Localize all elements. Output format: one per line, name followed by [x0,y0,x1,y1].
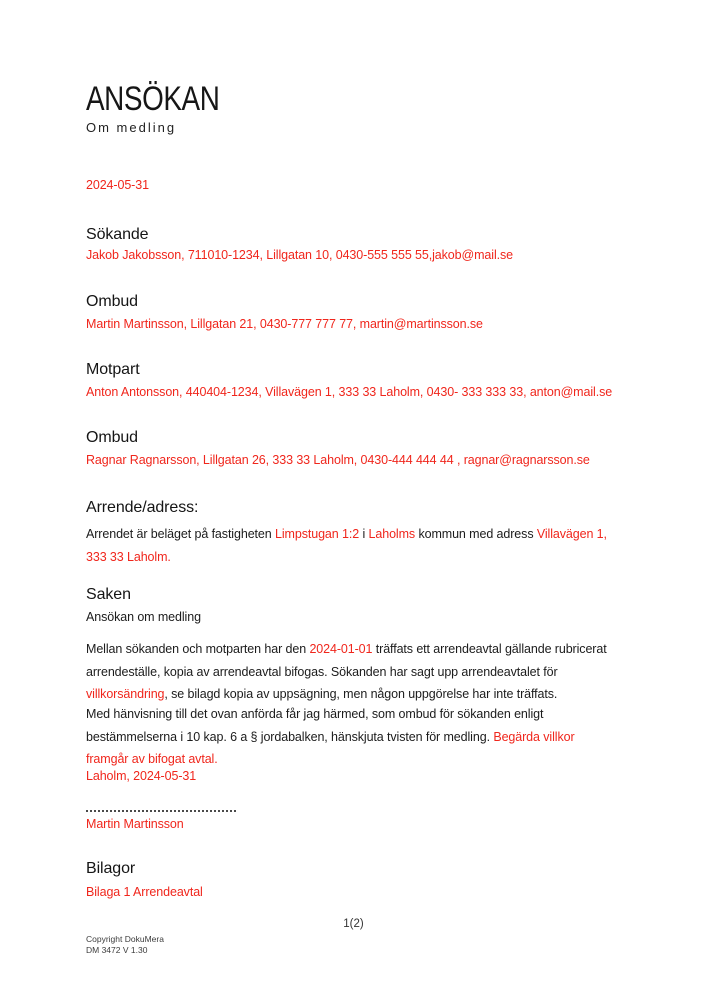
arrende-paragraph: Arrendet är beläget på fastigheten Limpstugan 1:2 i Laholms kommun med adress Villavägen 1, 333 33 Laholm. [86,527,607,564]
arrende-text: Arrendet är beläget på fastigheten [86,527,275,541]
heading-arrende-adress: Arrende/adress: [86,499,199,516]
arrende-kommun: Laholms [368,527,416,541]
heading-ombud-1: Ombud [86,293,138,310]
body-paragraph-2: Med hänvisning till det ovan anförda får jag härmed, som ombud för sökanden enligt bestämmelserna i 10 kap. 6 a § jordabalken, hänskjuta tvisten för medling. Begärda villkor framgår av bifogat avtal. [86,707,575,766]
avtal-datum: 2024-01-01 [309,642,373,656]
arrende-adress-line1: Villavägen 1, [536,527,607,541]
signature-name: Martin Martinsson [86,817,184,831]
footer-copyright [86,934,164,955]
body-paragraph-1: Mellan sökanden och motparten har den 2024-01-01 träffats ett arrendeavtal gällande rubricerat arrendeställe, kopia av arrendeavtal bifogas. Sökanden har sagt upp arrendeavtalet för villkorsändring, se bilagd kopia av uppsägning, men någon uppgörelse har inte träffats. [86,642,607,701]
signature-place-date: Laholm, 2024-05-31 [86,769,197,783]
villkorsandring-text: villkorsändring [86,687,165,701]
signature-line [86,802,236,812]
document-title: ANSÖKAN [86,80,220,118]
saken-value: Ansökan om medling [86,610,201,624]
heading-sokande: Sökande [86,226,149,243]
document-subtitle: Om medling [86,120,177,135]
heading-motpart: Motpart [86,361,140,378]
begarda-villkor-line1: Begärda villkor [493,729,575,744]
motpart-value: Anton Antonsson, 440404-1234, Villavägen 1, 333 33 Laholm, 0430- 333 333 33, anton@mail.se [86,385,613,399]
document-date: 2024-05-31 [86,178,149,192]
heading-saken: Saken [86,586,131,603]
sokande-value: Jakob Jakobsson, 711010-1234, Lillgatan 10, 0430-555 555 55,jakob@mail.se [86,248,513,262]
footer-copyright-line2: DM 3472 V 1.30 [86,944,148,955]
footer-copyright-line1: Copyright DokuMera [86,934,164,944]
ombud-1-value: Martin Martinsson, Lillgatan 21, 0430-777 777 77, martin@martinsson.se [86,317,483,331]
ombud-2-value: Ragnar Ragnarsson, Lillgatan 26, 333 33 Laholm, 0430-444 444 44 , ragnar@ragnarsson.se [86,453,590,467]
begarda-villkor-line2: framgår av bifogat avtal. [86,752,218,766]
heading-bilagor: Bilagor [86,860,136,877]
arrende-adress-line2: 333 33 Laholm. [86,549,171,564]
bilagor-item: Bilaga 1 Arrendeavtal [86,885,203,899]
arrende-fastighet: Limpstugan 1:2 [275,527,360,541]
heading-ombud-2: Ombud [86,429,138,446]
page-number: 1(2) [343,918,364,930]
